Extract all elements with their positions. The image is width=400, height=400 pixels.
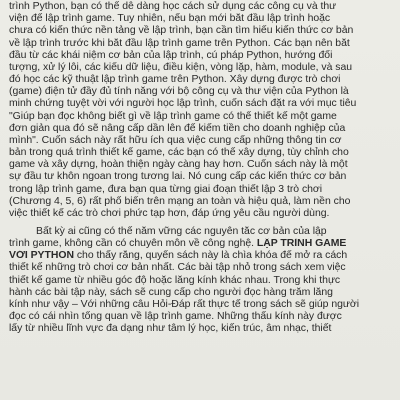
text-line: [9, 135, 391, 147]
text-segment: (game) điện tử đầy đủ tính năng với bộ công cụ và thư viện của Python là: [9, 86, 349, 98]
text-line: [9, 159, 391, 171]
text-segment: bản trong quá trình thiết kế game, các bạn có thể xây dựng, tùy chỉnh cho: [9, 147, 349, 159]
text-line: [9, 1, 391, 13]
text-line: [9, 196, 391, 208]
text-line: [9, 311, 391, 323]
text-line: [9, 171, 391, 183]
text-segment: về lập trình trước khi bắt đầu lập trình game trên Python. Các bạn nên bắt: [9, 37, 350, 49]
text-line: [9, 86, 391, 98]
text-segment: chưa có kiến thức nền tảng về lập trình, bạn cần tìm hiểu kiến thức cơ bản: [9, 25, 354, 37]
text-segment: sự đầu tư khôn ngoan trong tương lai. Nó cung cấp các kiến thức cơ bản: [9, 171, 347, 183]
text-line: [9, 226, 391, 238]
text-segment: lấy từ nhiều lĩnh vực đa dạng như tâm lý học, kiến trúc, âm nhạc, thiết: [9, 323, 332, 335]
text-segment: đó học các kỹ thuật lập trình game trên Python. Xây dựng được trò chơi: [9, 74, 341, 86]
text-segment: trình Python, bạn có thể dễ dàng học cách sử dụng các công cụ và thư: [9, 1, 337, 13]
text-segment: trình game, không cần có chuyên môn về công nghệ.: [9, 238, 257, 250]
text-line: [9, 299, 391, 311]
text-line: [9, 50, 391, 62]
text-line: [9, 208, 391, 220]
text-segment: đầu từ các khái niệm cơ bản của lập trình, cú pháp Python, hướng đối: [9, 49, 333, 61]
text-segment: kính như vậy – Với những câu Hỏi-Đáp rất thực tế trong sách sẽ giúp người: [9, 298, 360, 310]
text-line: [9, 287, 391, 299]
text-segment: thiết kế những trò chơi cơ bản nhất. Các bài tập nhỏ trong sách xem việc: [9, 262, 346, 274]
bold-title-text: VỚI PYTHON: [9, 250, 74, 262]
text-segment: trong lập trình game, đưa bạn qua từng giai đoạn thiết lập 3 trò chơi: [9, 183, 323, 195]
text-line: [9, 323, 391, 335]
text-segment: "Giúp bạn đọc không biết gì về lập trình game có thể thiết kế một game: [9, 110, 337, 122]
text-segment: tượng, xử lý lỗi, các kiểu dữ liệu, điều kiện, vòng lặp, hàm, module, và sau: [9, 61, 353, 73]
text-line: [9, 25, 391, 37]
text-line: [9, 147, 391, 159]
text-segment: việc thiết kế các trò chơi phức tạp hơn, đáp ứng yêu cầu người dùng.: [9, 207, 330, 219]
text-segment: đọc có cái nhìn tổng quan về lập trình game. Những thấu kính này được: [9, 311, 342, 323]
text-segment: cho thấy rằng, quyển sách này là chìa khóa để mở ra cách: [73, 250, 348, 262]
text-line: [9, 62, 391, 74]
text-line: [9, 275, 391, 287]
text-line: [9, 13, 391, 25]
text-line: [9, 238, 391, 250]
text-segment: mình". Cuốn sách này rất hữu ích qua việc cung cấp những thông tin cơ: [9, 134, 342, 146]
text-line: [9, 98, 391, 110]
text-segment: (Chương 4, 5, 6) rất phổ biến trên mạng an toàn và hiệu quả, làm nền cho: [9, 195, 351, 207]
text-line: [9, 262, 391, 274]
text-segment: minh chứng tuyệt vời với người học lập trình, cuốn sách đặt ra với mục tiêu: [9, 98, 357, 110]
text-segment: viện để lập trình game. Tuy nhiên, nếu bạn mới bắt đầu lập trình hoặc: [9, 13, 331, 25]
body-text: [9, 0, 391, 335]
text-line: [9, 38, 391, 50]
text-line: [9, 123, 391, 135]
text-line: [9, 184, 391, 196]
text-line: [9, 111, 391, 123]
text-segment: hành các bài tập này, sách sẽ cung cấp cho người đọc hàng trăm lăng: [9, 286, 333, 298]
text-segment: game và xây dựng, hoàn thiện ngày càng hay hơn. Cuốn sách này là một: [9, 159, 348, 171]
bold-title-text: LẬP TRÌNH GAME: [256, 238, 347, 250]
text-line: [9, 74, 391, 86]
text-line: [9, 250, 391, 262]
text-segment: thiết kế game từ nhiều góc độ hoặc lăng kính khác nhau. Trong khi thực: [9, 274, 341, 286]
text-segment: đơn giản qua đó sẽ nâng cấp dần lên để kiếm tiền cho doanh nghiệp của: [9, 122, 346, 134]
text-segment: Bất kỳ ai cũng có thể nắm vững các nguyên tắc cơ bản của lập: [36, 225, 327, 237]
